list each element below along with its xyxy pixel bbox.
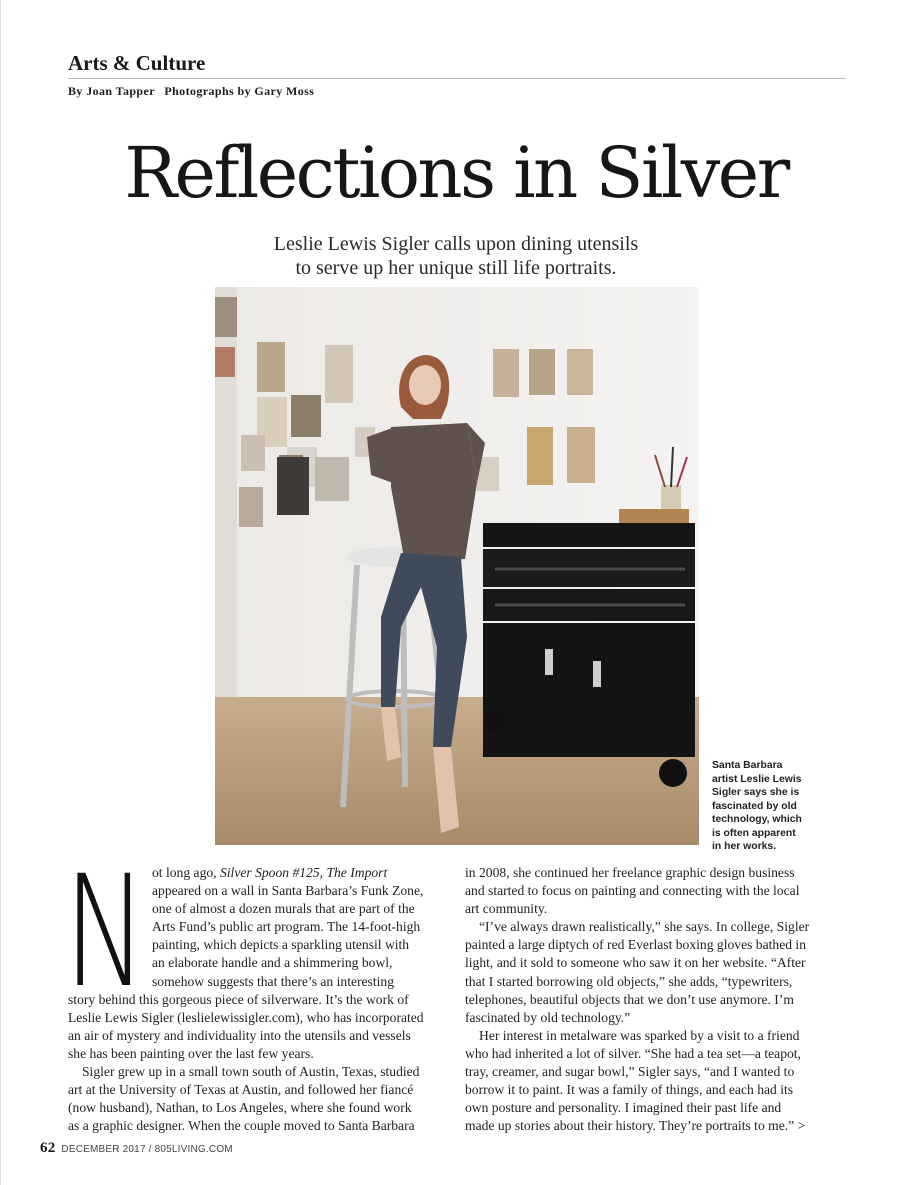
body-text-line: an air of mystery and individuality into the utensils and vessels bbox=[68, 1027, 411, 1043]
body-text-line: painted a large diptych of red Everlast boxing gloves bathed in bbox=[465, 937, 807, 953]
caption-line: technology, which bbox=[712, 814, 802, 825]
body-text-line: one of almost a dozen murals that are part of the bbox=[152, 901, 415, 917]
studio-photo bbox=[215, 287, 699, 845]
body-text-line: she has been painting over the last few years. bbox=[68, 1045, 314, 1061]
subtitle-line: to serve up her unique still life portraits. bbox=[295, 257, 617, 279]
body-text-line: that I started borrowing old objects,” she adds, “typewriters, bbox=[465, 973, 793, 989]
article-subtitle bbox=[0, 232, 912, 280]
body-text-line: “I’ve always drawn realistically,” she says. In college, Sigler bbox=[479, 919, 810, 935]
body-text-line: an elaborate handle and a shimmering bowl, bbox=[152, 955, 393, 971]
body-text-line: who had inherited a lot of silver. “She had a tea set—a teapot, bbox=[465, 1045, 801, 1061]
body-text-line: Her interest in metalware was sparked by a visit to a friend bbox=[479, 1027, 800, 1043]
body-text-line: ot long ago, Silver Spoon #125, The Import bbox=[152, 865, 388, 880]
body-text-line: painting, which depicts a sparkling utensil with bbox=[152, 937, 410, 953]
body-text-line: somehow suggests that there’s an interesting bbox=[152, 973, 394, 989]
body-text-line: as a graphic designer. When the couple moved to Santa Barbara bbox=[68, 1118, 415, 1134]
caption-line: artist Leslie Lewis bbox=[712, 773, 802, 785]
body-text-line: light, and it sold to someone who saw it on her website. “After bbox=[465, 955, 806, 971]
byline bbox=[68, 84, 320, 99]
caption-line: Santa Barbara bbox=[712, 760, 783, 771]
body-text-line: art community. bbox=[465, 901, 548, 917]
body-text-line: Arts Fund’s public art program. The 14-foot-high bbox=[152, 919, 421, 935]
byline-author: By Joan Tapper bbox=[68, 84, 155, 98]
body-text-line: (now husband), Nathan, to Los Angeles, where she found work bbox=[68, 1100, 412, 1116]
body-column-left bbox=[68, 864, 448, 1135]
body-text-line: Leslie Lewis Sigler (leslielewissigler.com), who has incorporated bbox=[68, 1009, 424, 1025]
caption-line: Sigler says she is bbox=[712, 787, 800, 798]
photo-caption bbox=[712, 759, 822, 854]
tool-chest bbox=[483, 509, 695, 787]
body-text-line: borrow it to paint. It was a family of things, and each had its bbox=[465, 1082, 794, 1098]
byline-photos: Photographs by Gary Moss bbox=[164, 84, 315, 98]
caption-line: is often apparent bbox=[712, 827, 796, 839]
body-text-line: telephones, beautiful objects that we don’t use anymore. I’m bbox=[465, 991, 794, 1007]
body-text-line: tray, creamer, and sugar bowl,” Sigler says, “and I wanted to bbox=[465, 1064, 795, 1080]
drop-cap: N bbox=[64, 843, 147, 1022]
body-text-line: Sigler grew up in a small town south of Austin, Texas, studied bbox=[82, 1064, 420, 1080]
issue-info: DECEMBER 2017 / 805LIVING.COM bbox=[61, 1144, 233, 1155]
body-text-line: story behind this gorgeous piece of silverware. It’s the work of bbox=[68, 991, 409, 1007]
page-footer bbox=[40, 1140, 233, 1157]
body-text-line: own posture and personality. I imagined their past life and bbox=[465, 1100, 782, 1116]
body-text-line: appeared on a wall in Santa Barbara’s Funk Zone, bbox=[152, 883, 424, 899]
header-rule bbox=[68, 78, 846, 79]
body-text-line: art at the University of Texas at Austin, and followed her fiancé bbox=[68, 1082, 414, 1098]
body-text-line: made up stories about their history. They’re portraits to me.” > bbox=[465, 1118, 806, 1134]
caption-line: in her works. bbox=[712, 841, 777, 852]
section-label: Arts & Culture bbox=[68, 51, 206, 75]
page-number: 62 bbox=[40, 1140, 56, 1156]
body-column-right bbox=[465, 864, 845, 1135]
caption-line: fascinated by old bbox=[712, 800, 797, 812]
body-text-line: and started to focus on painting and connecting with the local bbox=[465, 883, 800, 899]
subtitle-line: Leslie Lewis Sigler calls upon dining utensils bbox=[273, 233, 639, 255]
body-text-line: in 2008, she continued her freelance graphic design business bbox=[465, 865, 795, 880]
article-title: Reflections in Silver bbox=[124, 132, 788, 214]
body-text-line: fascinated by old technology.” bbox=[465, 1009, 631, 1025]
